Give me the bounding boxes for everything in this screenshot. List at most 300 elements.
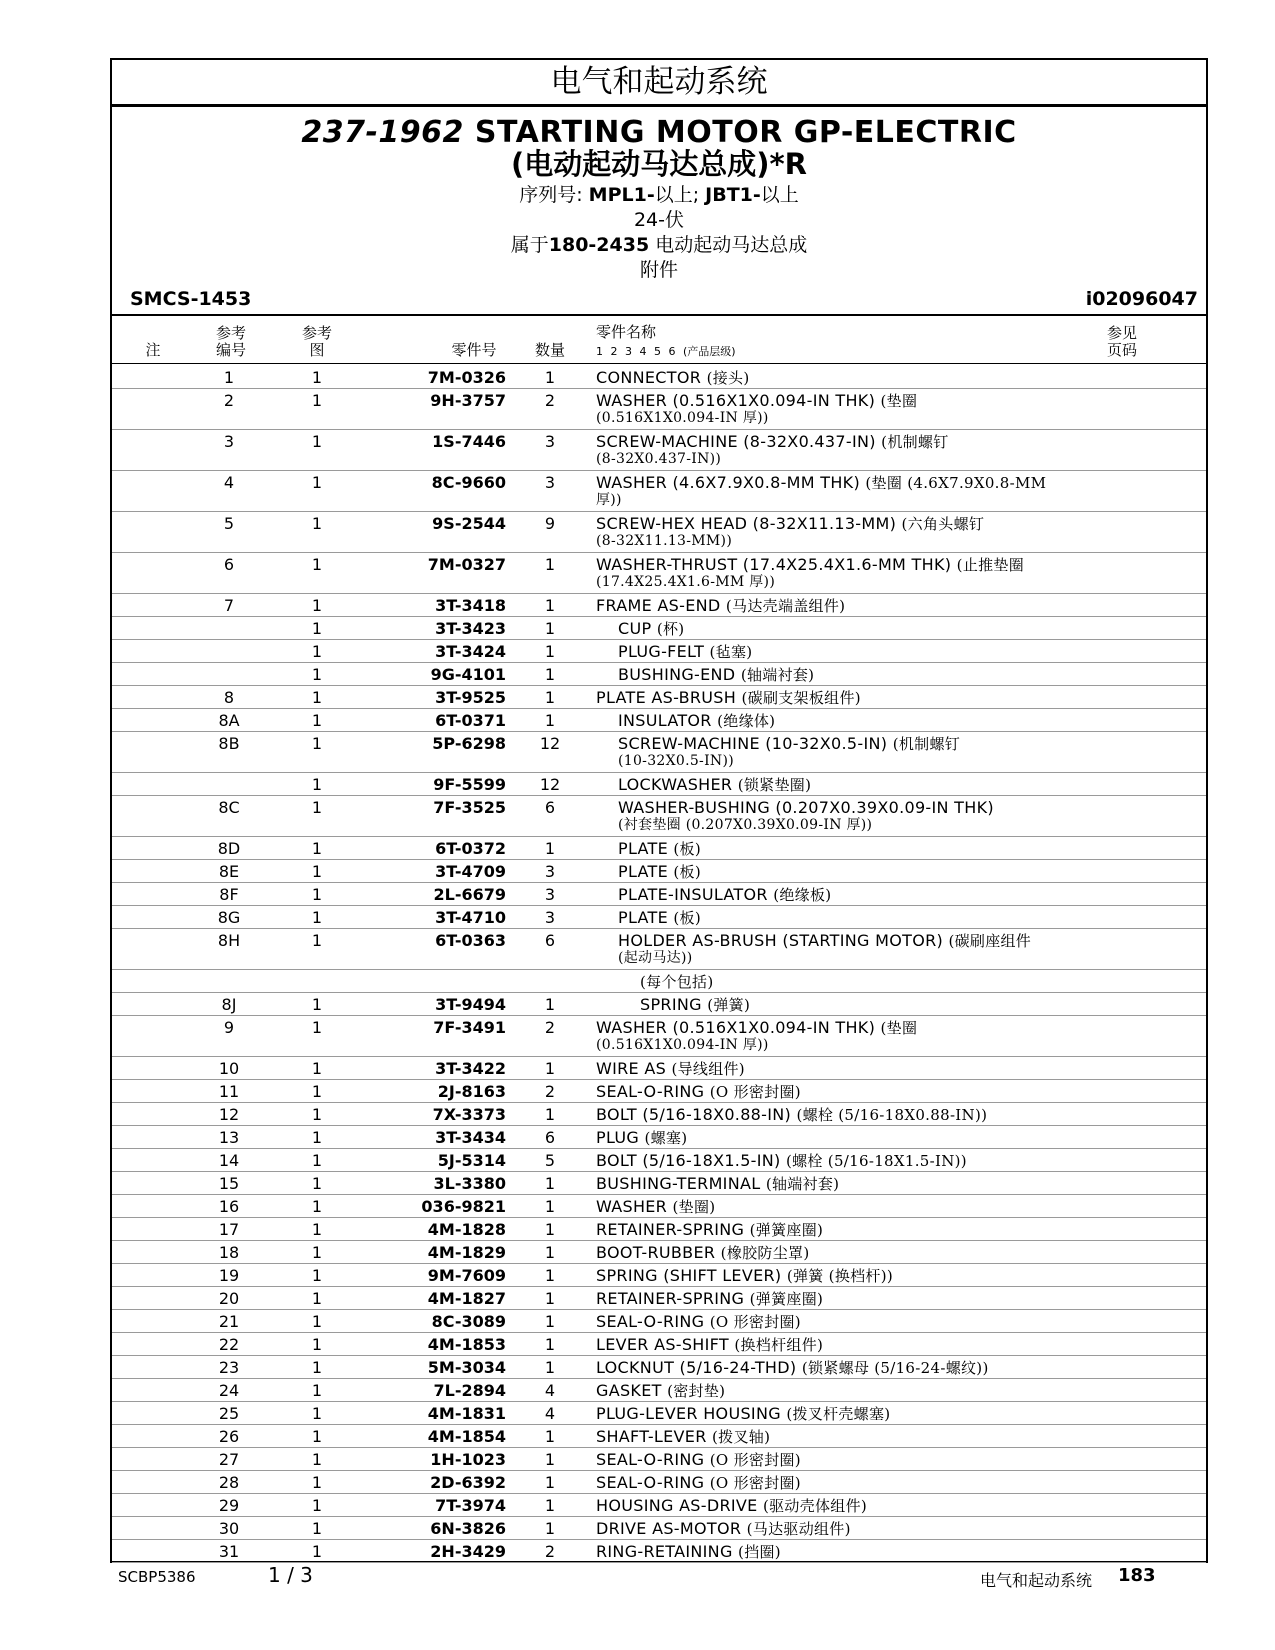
part-number: 3T-3422 bbox=[435, 1059, 506, 1078]
part-number: 3T-9525 bbox=[435, 688, 506, 707]
part-name-en: SHAFT-LEVER bbox=[596, 1427, 707, 1446]
ref-number: 6 bbox=[223, 555, 235, 574]
part-name bbox=[640, 996, 1130, 1014]
fig-number: 1 bbox=[311, 1059, 323, 1078]
table-row bbox=[112, 1057, 1206, 1080]
part-name-cn: (密封垫) bbox=[667, 1382, 726, 1400]
ref-number: 8B bbox=[218, 734, 240, 753]
part-name-cn: (挡圈) bbox=[738, 1543, 781, 1561]
part-name-continuation: (起动马达)) bbox=[618, 950, 693, 966]
header-part-name: 零件名称 bbox=[596, 323, 657, 341]
quantity: 1 bbox=[544, 688, 556, 707]
table-row bbox=[112, 1402, 1206, 1425]
part-name-cn: (机制螺钉 bbox=[892, 735, 961, 753]
part-name bbox=[618, 932, 1108, 966]
fig-number: 1 bbox=[311, 931, 323, 950]
ref-number: 15 bbox=[218, 1174, 240, 1193]
part-number: 9F-5599 bbox=[433, 775, 506, 794]
part-name-en: SEAL-O-RING bbox=[596, 1082, 705, 1101]
part-name bbox=[618, 863, 1108, 881]
part-number: 4M-1829 bbox=[427, 1243, 506, 1262]
part-name-cn: (绝缘板) bbox=[773, 886, 832, 904]
part-name-cn: (垫圈 (4.6X7.9X0.8-MM bbox=[865, 474, 1047, 492]
part-name-cn: (板) bbox=[673, 840, 702, 858]
part-name bbox=[596, 1060, 1086, 1078]
part-name-en: WASHER bbox=[596, 1197, 668, 1216]
part-name-en: PLATE bbox=[618, 839, 669, 858]
table-row bbox=[112, 970, 1206, 993]
part-name-en: SEAL-O-RING bbox=[596, 1473, 705, 1492]
quantity: 1 bbox=[544, 1312, 556, 1331]
quantity: 3 bbox=[544, 862, 556, 881]
part-name-cn: (弹簧座圈) bbox=[749, 1221, 824, 1239]
fig-number: 1 bbox=[311, 1128, 323, 1147]
fig-number: 1 bbox=[311, 798, 323, 817]
table-row bbox=[112, 1195, 1206, 1218]
table-row bbox=[112, 512, 1206, 553]
fig-number: 1 bbox=[311, 995, 323, 1014]
table-row bbox=[112, 640, 1206, 663]
part-name-en: BUSHING-TERMINAL bbox=[596, 1174, 761, 1193]
part-name-en: GASKET bbox=[596, 1381, 662, 1400]
part-number: 9S-2544 bbox=[432, 514, 506, 533]
part-name bbox=[596, 1428, 1086, 1446]
quantity: 1 bbox=[544, 619, 556, 638]
part-name bbox=[618, 776, 1108, 794]
part-name bbox=[596, 1313, 1086, 1331]
part-name-en: BOLT (5/16-18X0.88-IN) bbox=[596, 1105, 792, 1124]
header-fig: 参考 图 bbox=[301, 324, 332, 359]
fig-number: 1 bbox=[311, 1312, 323, 1331]
header-see-page: 参见 页码 bbox=[1106, 324, 1137, 359]
quantity: 1 bbox=[544, 555, 556, 574]
ref-number: 31 bbox=[218, 1542, 240, 1561]
part-number: 5J-5314 bbox=[437, 1151, 506, 1170]
part-name-en: WIRE AS bbox=[596, 1059, 667, 1078]
part-name bbox=[596, 1405, 1086, 1423]
part-name-cn: (绝缘体) bbox=[717, 712, 776, 730]
part-name-en: CUP bbox=[618, 619, 652, 638]
part-name-cn: (板) bbox=[673, 909, 702, 927]
part-name bbox=[596, 1290, 1086, 1308]
part-name-en: WASHER-THRUST (17.4X25.4X1.6-MM THK) bbox=[596, 555, 952, 574]
part-name-cn: (垫圈 bbox=[880, 392, 918, 410]
part-number: 3T-3423 bbox=[435, 619, 506, 638]
part-name-en: LEVER AS-SHIFT bbox=[596, 1335, 729, 1354]
part-name-en: SPRING (SHIFT LEVER) bbox=[596, 1266, 782, 1285]
ref-number: 8E bbox=[218, 862, 240, 881]
part-name bbox=[618, 840, 1108, 858]
part-number: 7F-3491 bbox=[433, 1018, 506, 1037]
quantity: 3 bbox=[544, 885, 556, 904]
part-name-cn: (轴端衬套) bbox=[740, 666, 815, 684]
fig-number: 1 bbox=[311, 1243, 323, 1262]
part-name-en: LOCKNUT (5/16-24-THD) bbox=[596, 1358, 797, 1377]
part-name-en: SCREW-HEX HEAD (8-32X11.13-MM) bbox=[596, 514, 897, 533]
part-name bbox=[618, 735, 1108, 769]
part-number: 4M-1853 bbox=[427, 1335, 506, 1354]
part-name-en: SEAL-O-RING bbox=[596, 1312, 705, 1331]
table-row bbox=[112, 1379, 1206, 1402]
part-name-cn: (杯) bbox=[656, 620, 685, 638]
part-name bbox=[596, 1267, 1086, 1285]
part-number: 8C-9660 bbox=[431, 473, 506, 492]
part-number: 7L-2894 bbox=[433, 1381, 506, 1400]
part-name bbox=[596, 1198, 1086, 1216]
table-row bbox=[112, 929, 1206, 970]
table-row bbox=[112, 1241, 1206, 1264]
part-name bbox=[596, 392, 1086, 426]
part-name-en: WASHER (4.6X7.9X0.8-MM THK) bbox=[596, 473, 860, 492]
quantity: 1 bbox=[544, 1450, 556, 1469]
quantity: 1 bbox=[544, 839, 556, 858]
part-name-cn: (止推垫圈 bbox=[956, 556, 1025, 574]
part-name-en: FRAME AS-END bbox=[596, 596, 721, 615]
part-name-en: WASHER (0.516X1X0.094-IN THK) bbox=[596, 1018, 876, 1037]
ref-number: 22 bbox=[218, 1335, 240, 1354]
table-row bbox=[112, 860, 1206, 883]
part-name-cn: (碳刷支架板组件) bbox=[741, 689, 861, 707]
serial-suffix-2: 以上 bbox=[760, 184, 799, 206]
table-row bbox=[112, 732, 1206, 773]
part-name-continuation: 厚)) bbox=[596, 492, 622, 508]
part-name-en: LOCKWASHER bbox=[618, 775, 733, 794]
table-row bbox=[112, 1016, 1206, 1057]
ref-number: 26 bbox=[218, 1427, 240, 1446]
parts-list-frame bbox=[110, 58, 1208, 1563]
table-row bbox=[112, 686, 1206, 709]
ref-number: 2 bbox=[223, 391, 235, 410]
quantity: 1 bbox=[544, 665, 556, 684]
attachment-label: 附件 bbox=[639, 259, 678, 281]
part-number: 7M-0326 bbox=[427, 368, 506, 387]
part-name bbox=[618, 799, 1108, 833]
part-name-cn: (垫圈 bbox=[880, 1019, 918, 1037]
serial-prefix-1: MPL1- bbox=[588, 184, 655, 206]
part-name-continuation: (衬套垫圈 (0.207X0.39X0.09-IN 厚)) bbox=[618, 817, 873, 833]
part-number: 2J-8163 bbox=[437, 1082, 506, 1101]
part-name-cn: (O 形密封圈) bbox=[709, 1474, 801, 1492]
fig-number: 1 bbox=[311, 1450, 323, 1469]
part-number: 6T-0371 bbox=[435, 711, 506, 730]
table-row bbox=[112, 773, 1206, 796]
part-name bbox=[596, 1175, 1086, 1193]
part-name-en: WASHER-BUSHING (0.207X0.39X0.09-IN THK) bbox=[618, 798, 994, 817]
fig-number: 1 bbox=[311, 1266, 323, 1285]
ref-number: 8J bbox=[221, 995, 237, 1014]
part-name bbox=[596, 1106, 1086, 1124]
part-name-en: PLATE bbox=[618, 908, 669, 927]
part-name-en: PLUG-FELT bbox=[618, 642, 705, 661]
part-name-cn: (螺栓 (5/16-18X0.88-IN)) bbox=[796, 1106, 988, 1124]
fig-number: 1 bbox=[311, 839, 323, 858]
part-number: 2D-6392 bbox=[430, 1473, 506, 1492]
quantity: 1 bbox=[544, 1335, 556, 1354]
part-name-cn: (弹簧) bbox=[707, 996, 751, 1014]
part-name-cn: (导线组件) bbox=[671, 1060, 745, 1078]
fig-number: 1 bbox=[311, 1151, 323, 1170]
fig-number: 1 bbox=[311, 688, 323, 707]
part-name bbox=[596, 369, 1086, 387]
part-number: 4M-1827 bbox=[427, 1289, 506, 1308]
table-row bbox=[112, 1540, 1206, 1563]
part-of-name: 电动起动马达总成 bbox=[655, 234, 808, 256]
part-name-cn: (O 形密封圈) bbox=[709, 1313, 801, 1331]
section-title: 电气和起动系统 bbox=[112, 60, 1206, 107]
part-of-number: 180-2435 bbox=[548, 234, 650, 256]
quantity: 1 bbox=[544, 711, 556, 730]
table-row bbox=[112, 1517, 1206, 1540]
fig-number: 1 bbox=[311, 432, 323, 451]
part-name bbox=[596, 556, 1086, 590]
header-ref-no: 参考 编号 bbox=[215, 324, 246, 359]
fig-number: 1 bbox=[311, 596, 323, 615]
part-number: 3T-4709 bbox=[435, 862, 506, 881]
table-row bbox=[112, 1172, 1206, 1195]
part-name bbox=[596, 1543, 1086, 1561]
part-name-en: PLATE AS-BRUSH bbox=[596, 688, 737, 707]
group-title bbox=[112, 115, 1206, 151]
fig-number: 1 bbox=[311, 1381, 323, 1400]
quantity: 1 bbox=[544, 1473, 556, 1492]
voltage: 24-伏 bbox=[633, 209, 685, 231]
fig-number: 1 bbox=[311, 391, 323, 410]
ref-number: 20 bbox=[218, 1289, 240, 1308]
part-number: 6T-0372 bbox=[435, 839, 506, 858]
group-name-cn: (电动起动马达总成)*R bbox=[510, 147, 807, 181]
part-name-en: SCREW-MACHINE (10-32X0.5-IN) bbox=[618, 734, 888, 753]
part-name-cn: (弹簧座圈) bbox=[749, 1290, 824, 1308]
fig-number: 1 bbox=[311, 862, 323, 881]
ref-number: 12 bbox=[218, 1105, 240, 1124]
part-name-cn: (换档杆组件) bbox=[734, 1336, 824, 1354]
part-name bbox=[596, 1244, 1086, 1262]
part-name-en: PLATE bbox=[618, 862, 669, 881]
part-name-cn: (接头) bbox=[706, 369, 750, 387]
fig-number: 1 bbox=[311, 1197, 323, 1216]
fig-number: 1 bbox=[311, 473, 323, 492]
quantity: 1 bbox=[544, 1427, 556, 1446]
part-name-cn: (六角头螺钉 bbox=[901, 515, 985, 533]
serial-prefix-2: JBT1- bbox=[705, 184, 761, 206]
ref-number: 25 bbox=[218, 1404, 240, 1423]
header-note: 注 bbox=[145, 341, 161, 359]
part-name bbox=[618, 909, 1108, 927]
table-row bbox=[112, 1218, 1206, 1241]
part-number: 2H-3429 bbox=[430, 1542, 506, 1561]
part-number: 9G-4101 bbox=[430, 665, 506, 684]
part-name-continuation: (10-32X0.5-IN)) bbox=[618, 753, 734, 769]
ref-number: 3 bbox=[223, 432, 235, 451]
part-name-cn: (螺栓 (5/16-18X1.5-IN)) bbox=[785, 1152, 967, 1170]
part-number: 9H-3757 bbox=[430, 391, 506, 410]
part-name-en: INSULATOR bbox=[618, 711, 712, 730]
ref-number: 30 bbox=[218, 1519, 240, 1538]
part-name bbox=[596, 474, 1086, 508]
ref-number: 11 bbox=[218, 1082, 240, 1101]
footer-publication-code: SCBP5386 bbox=[118, 1568, 196, 1586]
table-row bbox=[112, 1126, 1206, 1149]
table-row bbox=[112, 883, 1206, 906]
part-name-cn: (每个包括) bbox=[640, 973, 714, 991]
ref-number: 8 bbox=[223, 688, 235, 707]
table-row bbox=[112, 663, 1206, 686]
table-row bbox=[112, 471, 1206, 512]
fig-number: 1 bbox=[311, 368, 323, 387]
part-name-cn: (板) bbox=[673, 863, 702, 881]
part-name-en: BOOT-RUBBER bbox=[596, 1243, 716, 1262]
part-name bbox=[596, 1083, 1086, 1101]
part-number: 7F-3525 bbox=[433, 798, 506, 817]
quantity: 1 bbox=[544, 1519, 556, 1538]
part-name-cn: (锁紧螺母 (5/16-24-螺纹)) bbox=[801, 1359, 989, 1377]
part-name-cn: (橡胶防尘罩) bbox=[720, 1244, 810, 1262]
part-number: 3T-3424 bbox=[435, 642, 506, 661]
ref-number: 23 bbox=[218, 1358, 240, 1377]
header-qty: 数量 bbox=[534, 341, 565, 359]
part-name-cn: (毡塞) bbox=[709, 643, 753, 661]
part-name-en: PLUG-LEVER HOUSING bbox=[596, 1404, 781, 1423]
part-name bbox=[618, 643, 1108, 661]
part-name bbox=[596, 1451, 1086, 1469]
part-of bbox=[112, 232, 1206, 258]
part-name-cn: (驱动壳体组件) bbox=[762, 1497, 868, 1515]
part-number: 036-9821 bbox=[421, 1197, 506, 1216]
part-number: 3T-3434 bbox=[435, 1128, 506, 1147]
part-name bbox=[596, 689, 1086, 707]
fig-number: 1 bbox=[311, 1519, 323, 1538]
part-name-en: HOUSING AS-DRIVE bbox=[596, 1496, 758, 1515]
part-name-en: RING-RETAINING bbox=[596, 1542, 733, 1561]
fig-number: 1 bbox=[311, 1082, 323, 1101]
part-name-cn: (O 形密封圈) bbox=[709, 1083, 801, 1101]
part-name bbox=[618, 666, 1108, 684]
table-row bbox=[112, 1103, 1206, 1126]
part-name-en: SPRING bbox=[640, 995, 702, 1014]
table-row bbox=[112, 1264, 1206, 1287]
part-name-cn: (机制螺钉 bbox=[881, 433, 949, 451]
part-name bbox=[618, 886, 1108, 904]
serial-range bbox=[112, 182, 1206, 208]
quantity: 3 bbox=[544, 908, 556, 927]
part-number: 6T-0363 bbox=[435, 931, 506, 950]
part-name-cn: (锁紧垫圈) bbox=[737, 776, 812, 794]
part-name-en: RETAINER-SPRING bbox=[596, 1220, 745, 1239]
table-row bbox=[112, 1310, 1206, 1333]
ref-number: 29 bbox=[218, 1496, 240, 1515]
part-number: 7M-0327 bbox=[427, 555, 506, 574]
ref-number: 9 bbox=[223, 1018, 235, 1037]
part-name-cn: (拨叉轴) bbox=[712, 1428, 771, 1446]
part-name bbox=[596, 1019, 1086, 1053]
ref-number: 24 bbox=[218, 1381, 240, 1400]
quantity: 12 bbox=[539, 775, 561, 794]
part-number: 1S-7446 bbox=[432, 432, 506, 451]
part-name bbox=[596, 1520, 1086, 1538]
serial-suffix-1: 以上; bbox=[654, 184, 700, 206]
table-row bbox=[112, 366, 1206, 389]
part-name-en: SCREW-MACHINE (8-32X0.437-IN) bbox=[596, 432, 876, 451]
quantity: 3 bbox=[544, 432, 556, 451]
quantity: 1 bbox=[544, 1220, 556, 1239]
part-of-label: 属于 bbox=[510, 234, 549, 256]
part-name bbox=[596, 515, 1086, 549]
fig-number: 1 bbox=[311, 1496, 323, 1515]
fig-number: 1 bbox=[311, 1174, 323, 1193]
fig-number: 1 bbox=[311, 1335, 323, 1354]
part-name-en: BUSHING-END bbox=[618, 665, 736, 684]
table-row bbox=[112, 1448, 1206, 1471]
ref-number: 8A bbox=[218, 711, 240, 730]
table-row bbox=[112, 1471, 1206, 1494]
quantity: 1 bbox=[544, 1059, 556, 1078]
ref-number: 7 bbox=[223, 596, 235, 615]
smcs-code: SMCS-1453 bbox=[130, 288, 252, 310]
quantity: 6 bbox=[544, 1128, 556, 1147]
quantity: 1 bbox=[544, 642, 556, 661]
part-name-cn: (马达驱动组件) bbox=[746, 1520, 851, 1538]
parts-table bbox=[112, 366, 1206, 1563]
part-name-en: CONNECTOR bbox=[596, 368, 702, 387]
quantity: 1 bbox=[544, 1243, 556, 1262]
part-name bbox=[640, 973, 1130, 991]
part-number: 5P-6298 bbox=[432, 734, 506, 753]
fig-number: 1 bbox=[311, 555, 323, 574]
quantity: 1 bbox=[544, 1496, 556, 1515]
part-name-cn: (拨叉杆壳螺塞) bbox=[786, 1405, 891, 1423]
fig-number: 1 bbox=[311, 1105, 323, 1124]
part-number: 8C-3089 bbox=[431, 1312, 506, 1331]
part-name-continuation: (0.516X1X0.094-IN 厚)) bbox=[596, 1037, 769, 1053]
quantity: 6 bbox=[544, 798, 556, 817]
part-name bbox=[596, 1474, 1086, 1492]
group-name-en: STARTING MOTOR GP-ELECTRIC bbox=[474, 115, 1017, 150]
table-row bbox=[112, 1425, 1206, 1448]
part-name-continuation: (17.4X25.4X1.6-MM 厚)) bbox=[596, 574, 776, 590]
table-row bbox=[112, 430, 1206, 471]
quantity: 3 bbox=[544, 473, 556, 492]
ref-number: 28 bbox=[218, 1473, 240, 1492]
part-name-cn: (垫圈) bbox=[672, 1198, 716, 1216]
fig-number: 1 bbox=[311, 885, 323, 904]
fig-number: 1 bbox=[311, 514, 323, 533]
quantity: 2 bbox=[544, 391, 556, 410]
table-row bbox=[112, 553, 1206, 594]
part-name bbox=[596, 1221, 1086, 1239]
fig-number: 1 bbox=[311, 1018, 323, 1037]
column-header-divider bbox=[112, 363, 1206, 364]
table-row bbox=[112, 1149, 1206, 1172]
fig-number: 1 bbox=[311, 642, 323, 661]
fig-number: 1 bbox=[311, 711, 323, 730]
table-row bbox=[112, 617, 1206, 640]
part-number: 3T-9494 bbox=[435, 995, 506, 1014]
quantity: 1 bbox=[544, 1174, 556, 1193]
part-name-en: HOLDER AS-BRUSH (STARTING MOTOR) bbox=[618, 931, 944, 950]
serial-label: 序列号: bbox=[519, 184, 583, 206]
ref-number: 8F bbox=[219, 885, 239, 904]
quantity: 1 bbox=[544, 368, 556, 387]
quantity: 5 bbox=[544, 1151, 556, 1170]
header-divider bbox=[112, 314, 1206, 316]
part-name-cn: (O 形密封圈) bbox=[709, 1451, 801, 1469]
table-row bbox=[112, 1287, 1206, 1310]
table-row bbox=[112, 594, 1206, 617]
fig-number: 1 bbox=[311, 775, 323, 794]
table-row bbox=[112, 1080, 1206, 1103]
footer-section-title: 电气和起动系统 bbox=[980, 1571, 1093, 1590]
group-part-number: 237-1962 bbox=[301, 115, 464, 150]
